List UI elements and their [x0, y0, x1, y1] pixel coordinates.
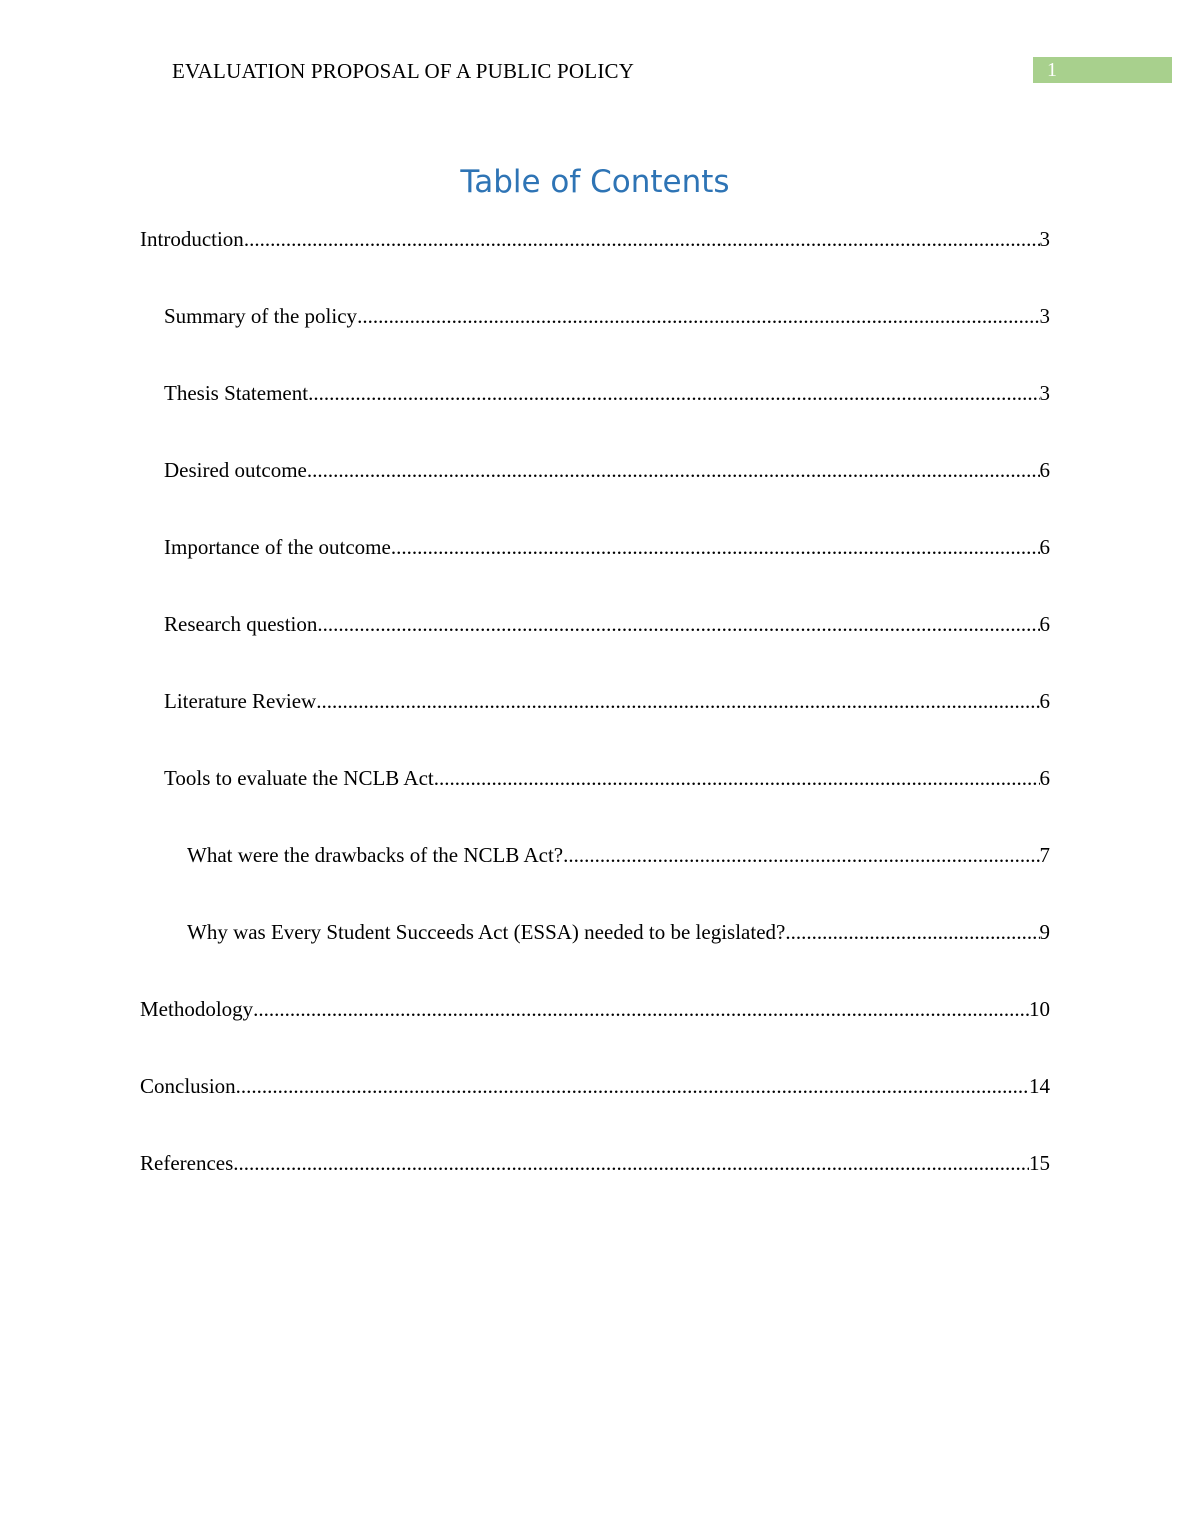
page-number: 1	[1047, 59, 1057, 81]
toc-entry-thesis-statement[interactable]	[140, 378, 1050, 455]
toc-entry-drawbacks-of-nclb[interactable]	[140, 840, 1050, 917]
toc-dot-leader	[317, 609, 1039, 639]
toc-entry-label: Desired outcome	[164, 458, 307, 482]
toc-dot-leader	[236, 1071, 1029, 1101]
toc-entry-label: Why was Every Student Succeeds Act (ESSA) needed to be legislated?	[187, 920, 786, 944]
toc-entry-tools-to-evaluate[interactable]	[140, 763, 1050, 840]
toc-entry-label: What were the drawbacks of the NCLB Act?	[187, 843, 564, 867]
toc-entry-research-question[interactable]	[140, 609, 1050, 686]
toc-title: Table of Contents	[460, 164, 730, 200]
toc-page-number: 6	[1039, 535, 1050, 559]
toc-page-number: 6	[1039, 689, 1050, 713]
toc-page-number: 15	[1029, 1151, 1050, 1175]
toc-entry-summary-of-the-policy[interactable]	[140, 301, 1050, 378]
toc-entry-label: Importance of the outcome	[164, 535, 391, 559]
toc-dot-leader	[391, 532, 1040, 562]
toc-page-number: 10	[1029, 997, 1050, 1021]
toc-entry-label: Summary of the policy	[164, 304, 358, 328]
toc-entry-introduction[interactable]	[140, 224, 1050, 301]
toc-page-number: 9	[1039, 920, 1050, 944]
running-head: EVALUATION PROPOSAL OF A PUBLIC POLICY	[172, 59, 635, 83]
toc-entry-literature-review[interactable]	[140, 686, 1050, 763]
toc-page-number: 7	[1039, 843, 1050, 867]
toc-dot-leader	[434, 763, 1040, 793]
toc-entry-label: Conclusion	[140, 1074, 236, 1098]
toc-dot-leader	[316, 686, 1039, 716]
toc-entry-methodology[interactable]	[140, 994, 1050, 1071]
toc-entry-label: References	[140, 1151, 234, 1175]
toc-dot-leader	[253, 994, 1029, 1024]
toc-entry-label: Methodology	[140, 997, 254, 1021]
toc-dot-leader	[244, 224, 1040, 254]
toc-page-number: 6	[1039, 766, 1050, 790]
toc-dot-leader	[357, 301, 1039, 331]
toc-page-number: 6	[1039, 612, 1050, 636]
toc-entry-label: Research question	[164, 612, 318, 636]
toc-page-number: 14	[1029, 1074, 1050, 1098]
toc-dot-leader	[785, 917, 1039, 947]
toc-entry-importance-of-the-outcome[interactable]	[140, 532, 1050, 609]
toc-page-number: 6	[1039, 458, 1050, 482]
toc-dot-leader	[233, 1148, 1029, 1178]
toc-entry-label: Tools to evaluate the NCLB Act	[164, 766, 434, 790]
toc-entry-label: Thesis Statement	[164, 381, 309, 405]
toc-entry-why-essa[interactable]	[140, 917, 1050, 994]
toc-page-number: 3	[1039, 381, 1050, 405]
toc-entry-references[interactable]	[140, 1148, 1050, 1225]
toc-list	[140, 224, 1050, 1225]
toc-page-number: 3	[1039, 304, 1050, 328]
toc-dot-leader	[563, 840, 1039, 870]
toc-dot-leader	[307, 455, 1040, 485]
toc-entry-label: Introduction	[140, 227, 244, 251]
toc-entry-label: Literature Review	[164, 689, 317, 713]
page-number-box	[1033, 57, 1172, 83]
toc-entry-desired-outcome[interactable]	[140, 455, 1050, 532]
toc-dot-leader	[308, 378, 1039, 408]
toc-entry-conclusion[interactable]	[140, 1071, 1050, 1148]
toc-page-number: 3	[1039, 227, 1050, 251]
